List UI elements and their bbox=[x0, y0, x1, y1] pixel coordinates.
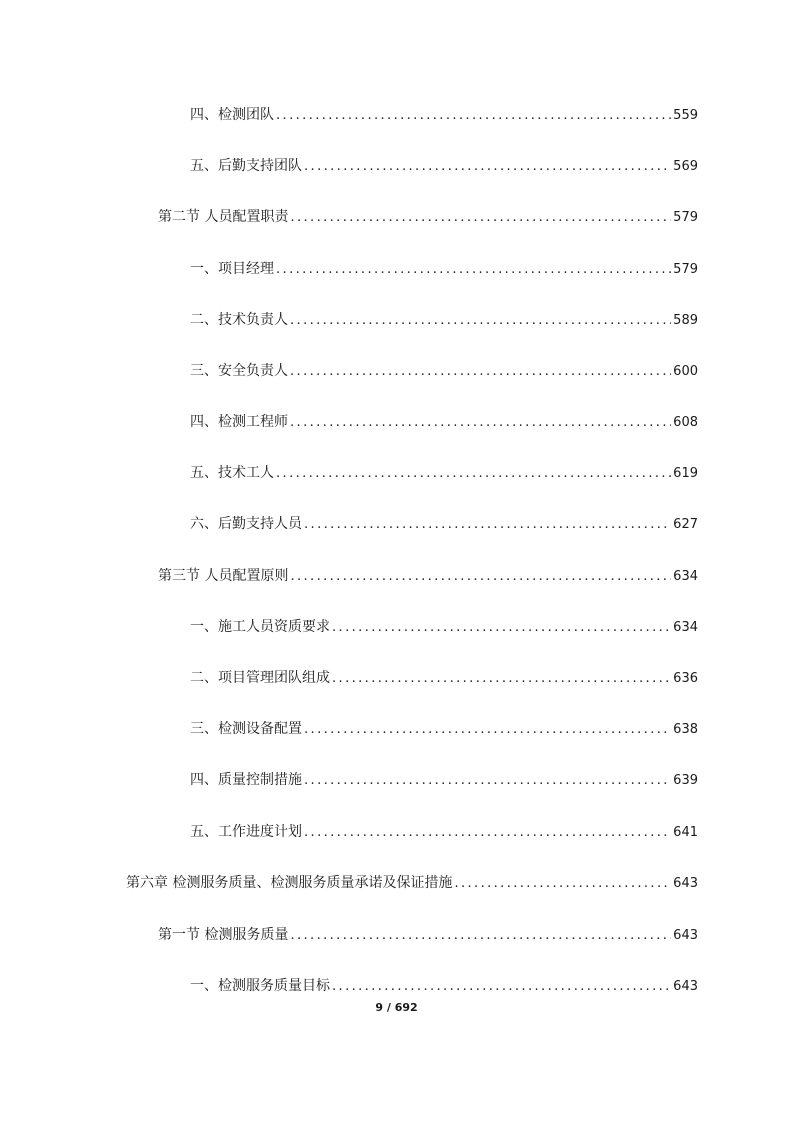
toc-entry[interactable] bbox=[190, 360, 698, 382]
toc-entry-page: 579 bbox=[673, 262, 698, 277]
toc-entry-title: 二、技术负责人 bbox=[190, 312, 288, 328]
toc-dot-leader bbox=[332, 976, 671, 997]
toc-dot-leader bbox=[276, 463, 671, 484]
toc-entry[interactable] bbox=[190, 104, 698, 126]
toc-dot-leader bbox=[290, 310, 671, 331]
toc-entry[interactable] bbox=[126, 872, 698, 894]
toc-entry[interactable] bbox=[158, 565, 698, 587]
toc-entry-title: 五、后勤支持团队 bbox=[190, 158, 302, 174]
toc-entry-page: 636 bbox=[673, 671, 698, 686]
toc-dot-leader bbox=[304, 514, 671, 535]
toc-entry[interactable] bbox=[190, 462, 698, 484]
toc-entry-page: 627 bbox=[673, 517, 698, 532]
toc-entry-title: 三、安全负责人 bbox=[190, 363, 288, 379]
toc-entry[interactable] bbox=[190, 258, 698, 280]
page-number-separator: / bbox=[386, 1001, 391, 1014]
toc-entry-page: 634 bbox=[673, 620, 698, 635]
toc-entry-page: 639 bbox=[673, 773, 698, 788]
toc-dot-leader bbox=[304, 719, 671, 740]
toc-entry-page: 559 bbox=[673, 108, 698, 123]
toc-entry-title: 第二节 人员配置职责 bbox=[158, 209, 289, 225]
toc-entry[interactable] bbox=[190, 616, 698, 638]
toc-dot-leader bbox=[454, 873, 671, 894]
toc-entry-page: 589 bbox=[673, 313, 698, 328]
toc-entry-title: 五、技术工人 bbox=[190, 465, 274, 481]
toc-entry-title: 四、质量控制措施 bbox=[190, 772, 302, 788]
toc-entry-title: 第六章 检测服务质量、检测服务质量承诺及保证措施 bbox=[126, 875, 453, 891]
toc-entry[interactable] bbox=[190, 975, 698, 997]
toc-entry-page: 634 bbox=[673, 569, 698, 584]
toc-entry[interactable] bbox=[190, 513, 698, 535]
current-page-number: 9 bbox=[375, 1001, 383, 1014]
toc-dot-leader bbox=[332, 668, 671, 689]
total-page-count: 692 bbox=[394, 1001, 418, 1014]
toc-dot-leader bbox=[276, 259, 671, 280]
toc-entry-page: 641 bbox=[673, 825, 698, 840]
toc-dot-leader bbox=[332, 617, 671, 638]
toc-entry-title: 一、项目经理 bbox=[190, 261, 274, 277]
toc-entry-page: 619 bbox=[673, 466, 698, 481]
toc-entry-page: 638 bbox=[673, 722, 698, 737]
toc-entry-page: 569 bbox=[673, 159, 698, 174]
toc-entry[interactable] bbox=[190, 155, 698, 177]
toc-entry[interactable] bbox=[190, 769, 698, 791]
toc-entry-page: 600 bbox=[673, 364, 698, 379]
toc-entry-title: 二、项目管理团队组成 bbox=[190, 670, 330, 686]
toc-entry-page: 643 bbox=[673, 979, 698, 994]
toc-entry-title: 第三节 人员配置原则 bbox=[158, 568, 289, 584]
toc-entry-title: 六、后勤支持人员 bbox=[190, 516, 302, 532]
toc-entry-title: 第一节 检测服务质量 bbox=[158, 927, 289, 943]
toc-entry-title: 五、工作进度计划 bbox=[190, 824, 302, 840]
toc-entry[interactable] bbox=[158, 924, 698, 946]
toc-entry[interactable] bbox=[190, 667, 698, 689]
toc-dot-leader bbox=[290, 412, 671, 433]
toc-entry-title: 一、检测服务质量目标 bbox=[190, 978, 330, 994]
toc-entry[interactable] bbox=[190, 718, 698, 740]
toc-entry-page: 608 bbox=[673, 415, 698, 430]
toc-dot-leader bbox=[290, 207, 671, 228]
toc-dot-leader bbox=[290, 566, 671, 587]
toc-dot-leader bbox=[304, 822, 671, 843]
toc-dot-leader bbox=[304, 156, 671, 177]
toc-entry-title: 一、施工人员资质要求 bbox=[190, 619, 330, 635]
toc-dot-leader bbox=[290, 361, 671, 382]
toc-entry[interactable] bbox=[190, 309, 698, 331]
toc-entry-title: 三、检测设备配置 bbox=[190, 721, 302, 737]
toc-entry-page: 579 bbox=[673, 210, 698, 225]
toc-entry-title: 四、检测团队 bbox=[190, 107, 274, 123]
toc-dot-leader bbox=[276, 105, 671, 126]
toc-entry-page: 643 bbox=[673, 876, 698, 891]
page-number-footer bbox=[0, 1001, 793, 1014]
toc-dot-leader bbox=[304, 770, 671, 791]
toc-entry-title: 四、检测工程师 bbox=[190, 414, 288, 430]
toc-dot-leader bbox=[290, 925, 671, 946]
toc-entry[interactable] bbox=[158, 206, 698, 228]
toc-entry[interactable] bbox=[190, 411, 698, 433]
toc-entry-page: 643 bbox=[673, 928, 698, 943]
toc-entry[interactable] bbox=[190, 821, 698, 843]
